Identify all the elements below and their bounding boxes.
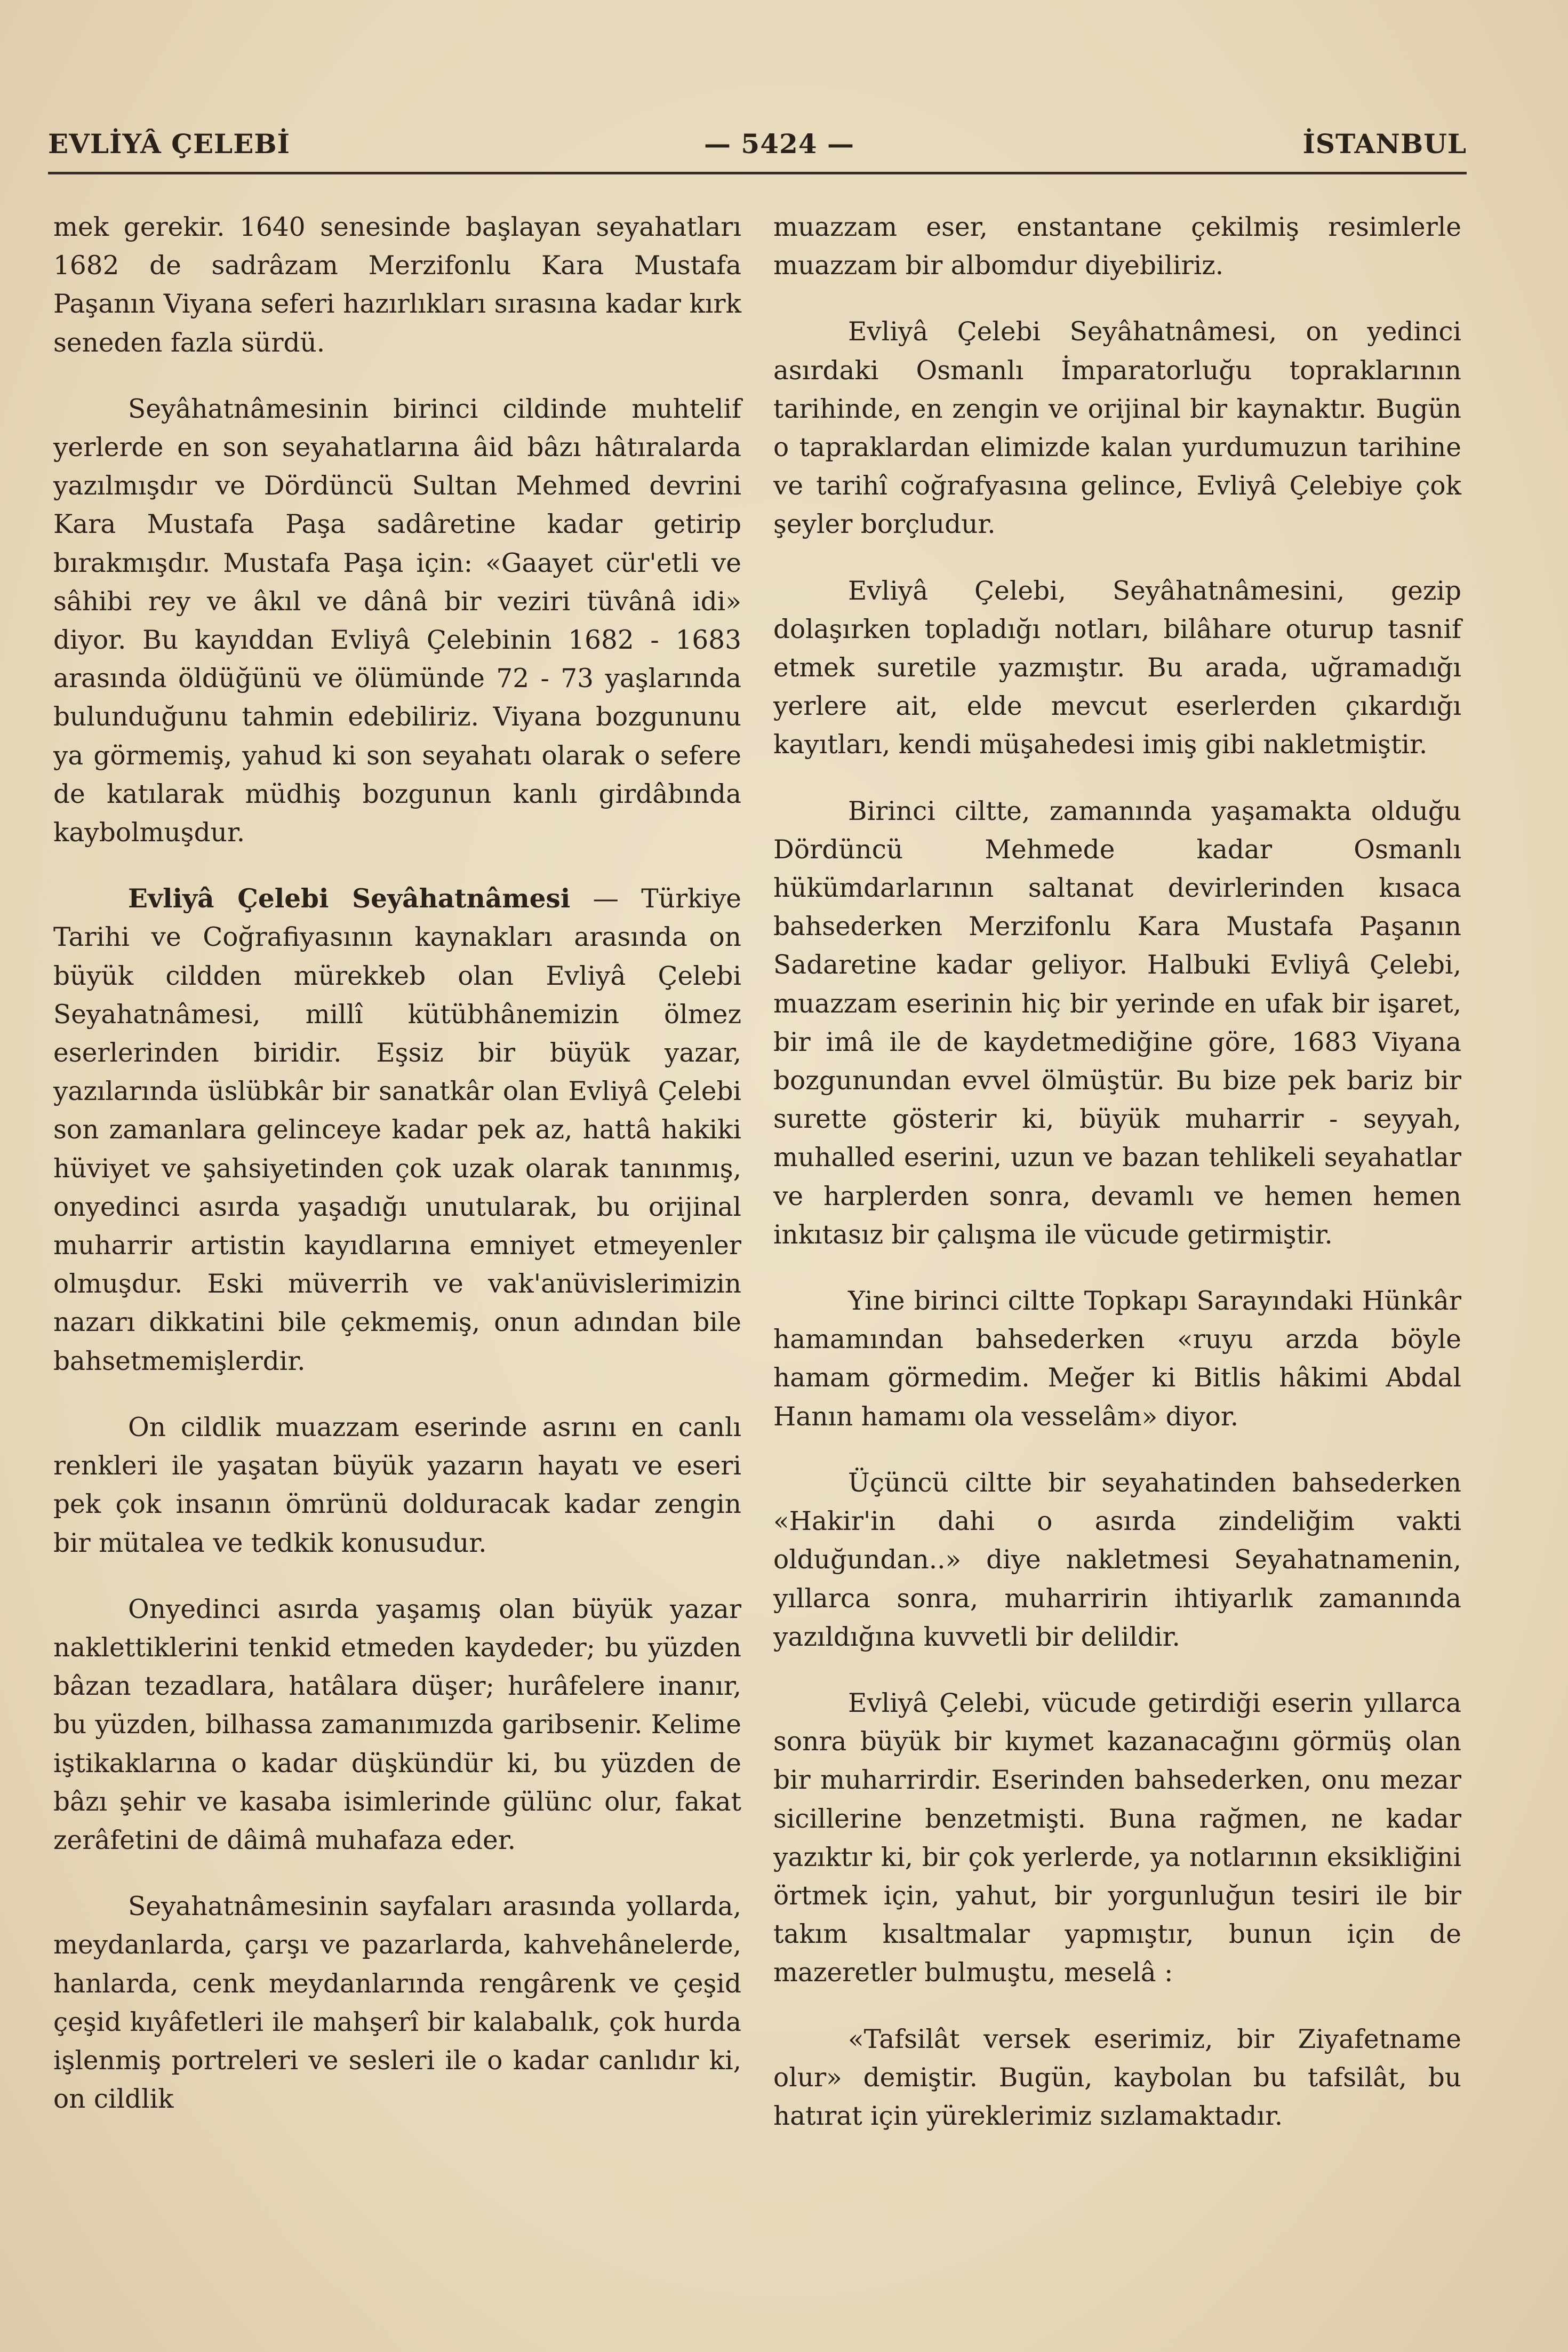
- header-section: İSTANBUL: [1302, 128, 1467, 160]
- paragraph: Birinci ciltte, zamanında yaşamakta olduğu Dördüncü Mehmede kadar Osmanlı hükümdarlarının saltanat devirlerinden kısaca bahsederken Merzifonlu Kara Mustafa Paşanın Sadaretine kadar geliyor. Halbuki Evliyâ Çelebi, muazzam eserinin hiç bir yerinde en ufak bir işaret, bir imâ ile de kaydetmediğine göre, 1683 Viyana bozgunundan evvel ölmüştür. Bu bize pek bariz bir surette gösterir ki, büyük muharrir - seyyah, muhalled eserini, uzun ve bazan tehlikeli seyahatlar ve harplerden sonra, devamlı ve hemen hemen inkıtasız bir çalışma ile vücude getirmiştir.: [773, 796, 1461, 1250]
- paragraph: muazzam eser, enstantane çekilmiş resimlerle muazzam bir albomdur diyebiliriz.: [773, 212, 1461, 281]
- header-rule: [48, 172, 1467, 174]
- paragraph: «Tafsilât versek eserimiz, bir Ziyafetname olur» demiştir. Bugün, kaybolan bu tafsilât, bu hatırat için yüreklerimiz sızlamaktadır.: [773, 2024, 1461, 2131]
- paragraph: Yine birinci ciltte Topkapı Sarayındaki Hünkâr hamamından bahsederken «ruyu arzda böyle hamam görmedim. Meğer ki Bitlis hâkimi Abdal Hanın hamamı ola vesselâm» diyor.: [773, 1286, 1461, 1432]
- entry-heading: Evliyâ Çelebi Seyâhatnâmesi: [128, 883, 571, 914]
- paragraph-body: — Türkiye Tarihi ve Coğrafiyasının kaynakları arasında on büyük cildden mürekkeb olan Evliyâ Çelebi Seyahatnâmesi, millî kütübhânemizin ölmez eserlerinden biridir. Eşsiz bir büyük yazar, yazılarında üslübkâr bir sanatkâr olan Evliyâ Çelebi son zamanlara gelinceye kadar pek az, hattâ hakiki hüviyet ve şahsiyetinden çok uzak olarak tanınmış, onyedinci asırda yaşadığı unutularak, bu orijinal muharrir artistin kayıdlarına emniyet etmeyenler olmuşdur. Eski müverrih ve vak'anüvislerimizin nazarı dikkatini bile çekmemiş, onun adından bile bahsetmemişlerdir.: [53, 884, 742, 1376]
- paragraph: Evliyâ Çelebi Seyâhatnâmesi, on yedinci asırdaki Osmanlı İmparatorluğu topraklarının tarihinde, en zengin ve orijinal bir kaynaktır. Bugün o tapraklardan elimizde kalan yurdumuzun tarihine ve tarihî coğrafyasına gelince, Evliyâ Çelebiye çok şeyler borçludur.: [773, 317, 1461, 540]
- paragraph: mek gerekir. 1640 senesinde başlayan seyahatları 1682 de sadrâzam Merzifonlu Kara Mustafa Paşanın Viyana seferi hazırlıkları sırasına kadar kırk seneden fazla sürdü.: [53, 212, 741, 358]
- right-column: [773, 208, 1461, 2163]
- header-author: EVLİYÂ ÇELEBİ: [48, 128, 290, 160]
- paragraph: Evliyâ Çelebi, Seyâhatnâmesini, gezip dolaşırken topladığı notları, bilâhare oturup tasnif etmek suretile yazmıştır. Bu arada, uğramadığı yerlere ait, elde mevcut eserlerden çıkardığı kayıtları, kendi müşahedesi imiş gibi nakletmiştir.: [773, 576, 1461, 760]
- paragraph: Üçüncü ciltte bir seyahatinden bahsederken «Hakir'in dahi o asırda zindeliğim vakti olduğundan..» diye nakletmesi Seyahatnamenin, yıllarca sonra, muharririn ihtiyarlık zamanında yazıldığına kuvvetli bir delildir.: [773, 1468, 1461, 1652]
- paragraph: [53, 880, 741, 1381]
- paragraph: Seyahatnâmesinin sayfaları arasında yollarda, meydanlarda, çarşı ve pazarlarda, kahvehânelerde, hanlarda, cenk meydanlarında rengârenk ve çeşid çeşid kıyâfetleri ile mahşerî bir kalabalık, çok hurda işlenmiş portreleri ve sesleri ile o kadar canlıdır ki, on cildlik: [53, 1892, 741, 2115]
- paragraph: Seyâhatnâmesinin birinci cildinde muhtelif yerlerde en son seyahatlarına âid bâzı hâtıralarda yazılmışdır ve Dördüncü Sultan Mehmed devrini Kara Mustafa Paşa sadâretine kadar getirip bırakmışdır. Mustafa Paşa için: «Gaayet cür'etli ve sâhibi rey ve âkıl ve dânâ bir veziri tüvânâ idi» diyor. Bu kayıddan Evliyâ Çelebinin 1682 - 1683 arasında öldüğünü ve ölümünde 72 - 73 yaşlarında bulunduğunu tahmin edebiliriz. Viyana bozgununu ya görmemiş, yahud ki son seyahatı olarak o sefere de katılarak müdhiş bozgunun kanlı girdâbında kaybolmuşdur.: [53, 394, 741, 848]
- page-number: — 5424 —: [704, 128, 854, 160]
- left-column: [53, 208, 741, 2146]
- running-header: [48, 123, 1467, 171]
- paragraph: Evliyâ Çelebi, vücude getirdiği eserin yıllarca sonra büyük bir kıymet kazanacağını görmüş olan bir muharrirdir. Eserinden bahsederken, onu mezar sicillerine benzetmişti. Buna rağmen, ne kadar yazıktır ki, bir çok yerlerde, ya notlarının eksikliğini örtmek için, yahut, bir yorgunluğun tesiri ile bir takım kısaltmalar yapmıştır, bunun için de mazeretler bulmuştu, meselâ :: [773, 1688, 1461, 1988]
- paragraph: Onyedinci asırda yaşamış olan büyük yazar naklettiklerini tenkid etmeden kaydeder; bu yüzden bâzan tezadlara, hatâlara düşer; hurâfelere inanır, bu yüzden, bilhassa zamanımızda garibsenir. Kelime iştikaklarına o kadar düşkündür ki, bu yüzden de bâzı şehir ve kasaba isimlerinde gülünc olur, fakat zerâfetini de dâimâ muhafaza eder.: [53, 1594, 741, 1855]
- paragraph: On cildlik muazzam eserinde asrını en canlı renkleri ile yaşatan büyük yazarın hayatı ve eseri pek çok insanın ömrünü dolduracak kadar zengin bir mütalea ve tedkik konusudur.: [53, 1412, 741, 1558]
